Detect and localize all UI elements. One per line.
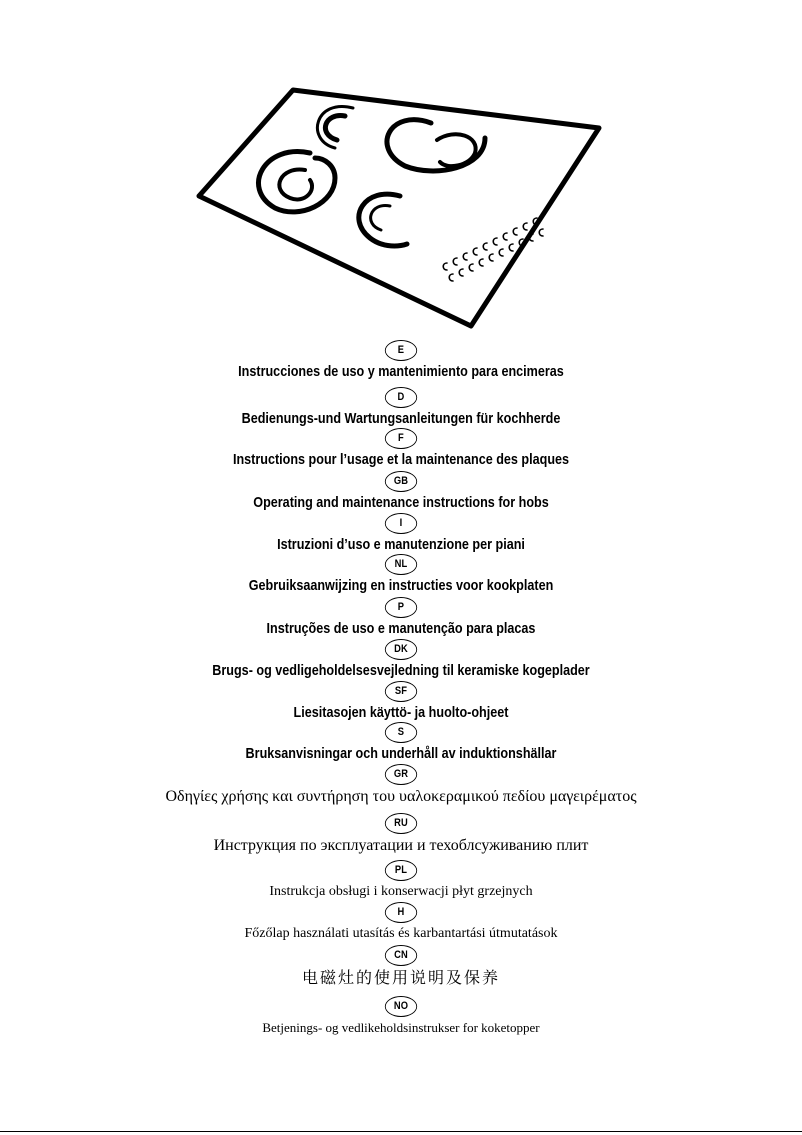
language-badge: NO [385,996,417,1017]
language-entry-dk [0,639,802,680]
language-badge: F [385,428,417,449]
language-title: Liesitasojen käyttö- ja huolto-ohjeet [293,704,509,721]
language-title: Instruções de uso e manutenção para placas [266,620,536,637]
language-entry-ru [0,813,802,855]
language-badge: GB [385,471,417,492]
language-entry-sf [0,681,802,722]
hob-illustration [185,78,605,333]
language-entry-s [0,722,802,763]
language-badge: S [385,722,417,743]
language-title: Gebruiksaanwijzing en instructies voor kookplaten [248,577,554,594]
language-entry-f [0,428,802,469]
language-badge: DK [385,639,417,660]
language-entry-pl [0,860,802,901]
language-title: Brugs- og vedligeholdelsesvejledning til keramiske kogeplader [212,662,590,679]
language-badge: D [385,387,417,408]
language-title: Operating and maintenance instructions for hobs [253,494,549,511]
language-entry-gb [0,471,802,512]
language-entry-nl [0,554,802,595]
language-entry-d [0,387,802,428]
language-title: Инструкция по эксплуатации и техоблсуживанию плит [213,837,589,854]
language-title: 电磁灶的使用说明及保养 [301,968,500,987]
burner-bottom [359,194,407,246]
language-title: Betjenings- og vedlikeholdsinstrukser for koketopper [262,1020,540,1035]
language-badge: GR [385,764,417,785]
language-title: Bruksanvisningar och underhåll av induktionshällar [245,745,557,762]
language-entry-i [0,513,802,554]
language-badge: H [385,902,417,923]
language-entry-e [0,340,802,381]
language-title: Főzőlap használati utasítás és karbantartási útmutatások [244,926,558,941]
control-symbols [443,218,543,281]
language-entry-gr [0,764,802,806]
language-badge: CN [385,945,417,966]
burner-top-left [317,106,353,148]
language-badge: NL [385,554,417,575]
language-entry-no [0,996,802,1036]
language-badge: RU [385,813,417,834]
language-title: Instructions pour l’usage et la maintenance des plaques [232,451,570,468]
language-title: Instrukcja obsługi i konserwacji płyt grzejnych [269,884,533,899]
language-title: Instrucciones de uso y mantenimiento para encimeras [238,363,564,380]
language-badge: SF [385,681,417,702]
language-title: Οδηγίες χρήσης και συντήρηση του υαλοκεραμικού πεδίου μαγειρέματος [165,788,637,805]
burner-top-right [387,120,485,171]
language-badge: I [385,513,417,534]
burner-left [259,152,335,212]
language-title: Bedienungs-und Wartungsanleitungen für kochherde [241,410,561,427]
bottom-rule [0,1131,802,1132]
language-badge: PL [385,860,417,881]
language-badge: P [385,597,417,618]
language-entry-cn [0,945,802,987]
language-entry-h [0,902,802,943]
language-badge: E [385,340,417,361]
language-entry-p [0,597,802,638]
language-title: Istruzioni d’uso e manutenzione per piani [277,536,525,553]
